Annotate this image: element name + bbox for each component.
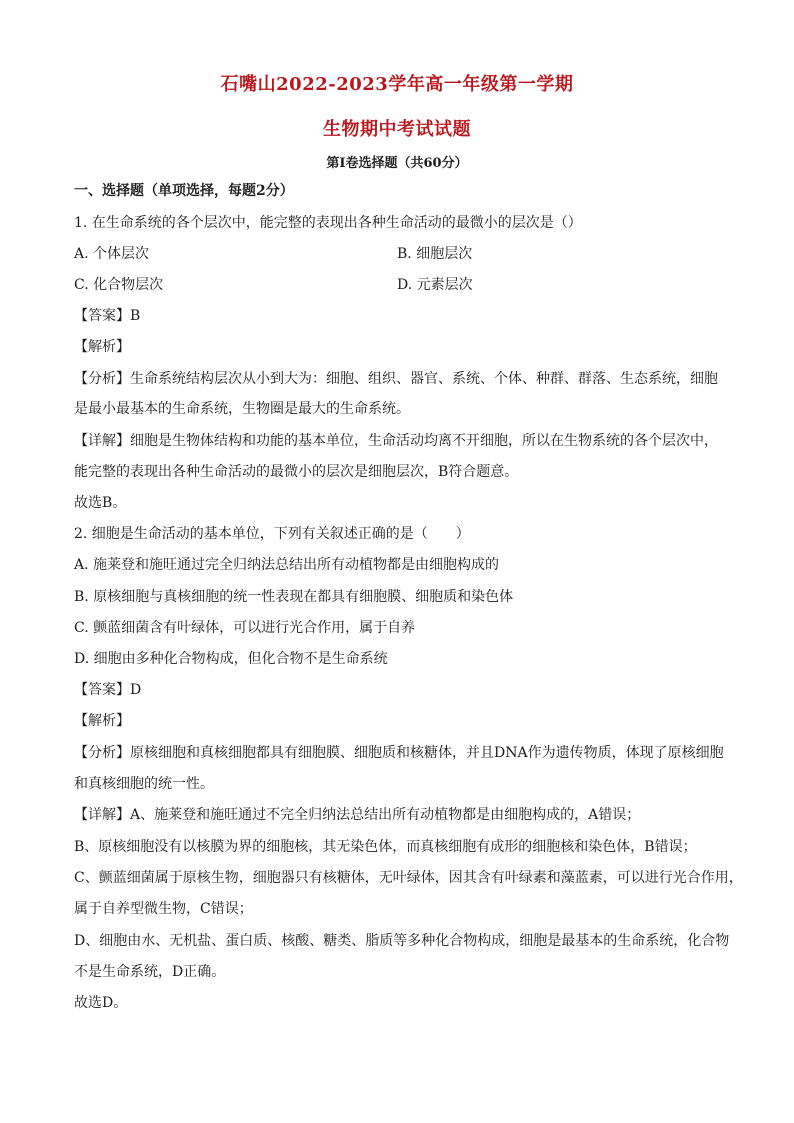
question-1-option-d: D. 元素层次 (397, 277, 473, 293)
question-2-analysis-line2: 和真核细胞的统一性。 (74, 776, 214, 792)
question-1-detail-line1: 【详解】细胞是生物体结构和功能的基本单位，生命活动均离不开细胞，所以在生物系统的各个层次中， (74, 433, 718, 449)
question-1-analysis-line2: 是最小最基本的生命系统，生物圈是最大的生命系统。 (74, 401, 410, 417)
question-2-stem: 2. 细胞是生命活动的基本单位，下列有关叙述正确的是（ ） (74, 526, 470, 542)
question-1-conclusion: 故选B。 (74, 495, 127, 511)
question-1-jiexi-label: 【解析】 (74, 339, 130, 355)
question-2-detail-b: B、原核细胞没有以核膜为界的细胞核，其无染色体，而真核细胞有成形的细胞核和染色体，B错误； (74, 839, 697, 855)
question-1-stem: 1. 在生命系统的各个层次中，能完整的表现出各种生命活动的最微小的层次是（） (74, 215, 582, 231)
section-heading: 一、选择题（单项选择，每题2分） (74, 183, 294, 199)
document-title-line2: 生物期中考试试题 (323, 119, 471, 140)
question-2-option-a: A. 施莱登和施旺通过完全归纳法总结出所有动植物都是由细胞构成的 (74, 557, 500, 573)
question-2-detail-a: 【详解】A、施莱登和施旺通过不完全归纳法总结出所有动植物都是由细胞构成的，A错误； (74, 807, 641, 823)
question-2-option-c: C. 颤蓝细菌含有叶绿体，可以进行光合作用，属于自养 (74, 620, 416, 636)
question-2-detail-c-line1: C、颤蓝细菌属于原核生物，细胞器只有核糖体，无叶绿体，因其含有叶绿素和藻蓝素，可以进行光合作用， (74, 870, 743, 886)
question-2-conclusion: 故选D。 (74, 995, 128, 1011)
question-2-detail-d-line2: 不是生命系统，D正确。 (74, 964, 226, 980)
question-2-option-b: B. 原核细胞与真核细胞的统一性表现在都具有细胞膜、细胞质和染色体 (74, 589, 514, 605)
question-2-jiexi-label: 【解析】 (74, 713, 130, 729)
question-2-analysis-line1: 【分析】原核细胞和真核细胞都具有细胞膜、细胞质和核糖体，并且DNA作为遗传物质，体现了原核细胞 (74, 745, 724, 761)
document-title-line1: 石嘴山2022-2023学年高一年级第一学期 (220, 74, 574, 95)
question-1-option-b: B. 细胞层次 (397, 246, 473, 262)
question-1-analysis-line1: 【分析】生命系统结构层次从小到大为：细胞、组织、器官、系统、个体、种群、群落、生态系统，细胞 (74, 371, 718, 387)
question-1-option-c: C. 化合物层次 (74, 277, 164, 293)
paper-section-subtitle: 第Ⅰ卷选择题（共60分） (326, 156, 468, 171)
question-1-detail-line2: 能完整的表现出各种生命活动的最微小的层次是细胞层次，B符合题意。 (74, 464, 519, 480)
question-2-detail-c-line2: 属于自养型微生物，C错误； (74, 901, 253, 917)
question-1-answer: 【答案】B (74, 308, 141, 324)
question-1-option-a: A. 个体层次 (74, 246, 150, 262)
question-2-detail-d-line1: D、细胞由水、无机盐、蛋白质、核酸、糖类、脂质等多种化合物构成，细胞是最基本的生命系统，化合物 (74, 933, 730, 949)
question-2-answer: 【答案】D (74, 682, 142, 698)
question-2-option-d: D. 细胞由多种化合物构成，但化合物不是生命系统 (74, 651, 388, 667)
